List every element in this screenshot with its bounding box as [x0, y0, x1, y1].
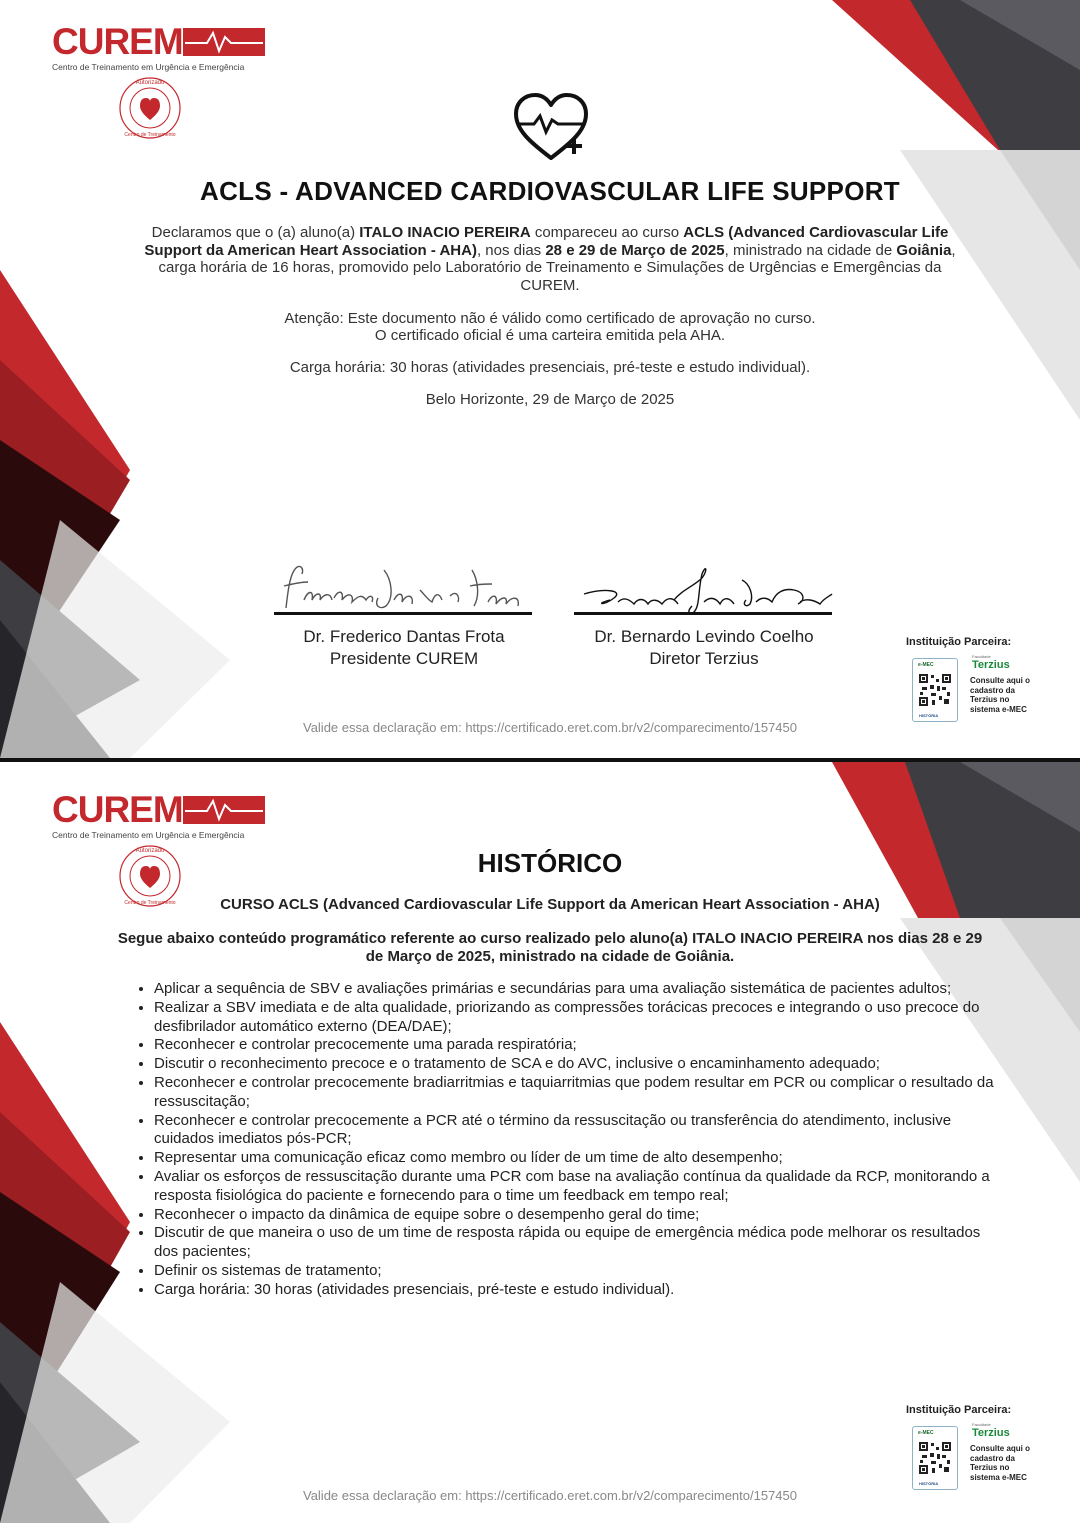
history-subtitle: CURSO ACLS (Advanced Cardiovascular Life Support da American Heart Association - AHA) [220, 896, 880, 913]
declaration-title: ACLS - ADVANCED CARDIOVASCULAR LIFE SUPPORT [200, 176, 900, 206]
history-page [0, 762, 1080, 1523]
list-item: • Reconhecer o impacto da dinâmica de equipe sobre o desempenho geral do time; [154, 1206, 1004, 1225]
list-item: • Discutir o reconhecimento precoce e o tratamento de SCA e do AVC, inclusive o encaminhamento adequado; [154, 1055, 1004, 1074]
signature-line [574, 612, 832, 615]
attention-line-1: Atenção: Este documento não é válido como certificado de aprovação no curso. [284, 310, 816, 327]
aha-authorized-seal-icon [104, 74, 196, 142]
course-dates: 28 e 29 de Março de 2025 [545, 241, 725, 259]
logo-wordmark: CUREM [52, 789, 183, 830]
emec-qr-card[interactable] [912, 658, 958, 722]
validation-link[interactable]: Valide essa declaração em: https://certificado.eret.com.br/v2/comparecimento/157450 [302, 720, 797, 735]
heart-ecg-icon [512, 92, 590, 164]
signature-line [274, 612, 532, 615]
svg-text:Autorizado: Autorizado [135, 80, 165, 86]
terzius-logo: Faculdade Terzius [972, 1422, 1010, 1439]
list-item: • Reconhecer e controlar precocemente a PCR até o término da ressuscitação ou transferência do atendimento, inclusive cuidados imediatos pós-PCR; [154, 1112, 1004, 1150]
emec-label: e-MEC [918, 662, 934, 668]
svg-text:Centro de Treinamento: Centro de Treinamento [124, 900, 176, 906]
curem-logo [52, 789, 268, 840]
svg-text:Autorizado: Autorizado [135, 848, 165, 854]
list-item: • Realizar a SBV imediata e de alta qualidade, priorizando as compressões torácicas precoces e integrando o uso precoce do desfibrilador automático externo (DEA/DAE); [154, 999, 1004, 1037]
logo-wordmark: CUREM [52, 21, 183, 62]
history-title: HISTÓRICO [477, 848, 623, 878]
course-city: Goiânia [896, 241, 952, 259]
partner-title: Instituição Parceira: [906, 1404, 1012, 1416]
logo-tagline: Centro de Treinamento em Urgência e Emergência [52, 62, 245, 72]
signer-role: Diretor Terzius [649, 649, 759, 668]
handwritten-signature-1 [274, 560, 534, 614]
handwritten-signature-2 [574, 560, 834, 614]
history-intro: Segue abaixo conteúdo programático referente ao curso realizado pelo aluno(a) ITALO INACIO PEREIRA nos dias 28 e 29 de Março de 2025, ministrado na cidade de Goiânia. [117, 930, 983, 965]
emec-label: e-MEC [918, 1430, 934, 1436]
ecg-logo-icon [183, 794, 265, 826]
place-date: Belo Horizonte, 29 de Março de 2025 [425, 391, 675, 408]
signer-name: Dr. Bernardo Levindo Coelho [594, 627, 814, 646]
signer-role: Presidente CUREM [329, 649, 479, 668]
list-item: • Definir os sistemas de tratamento; [154, 1262, 1004, 1281]
declaration-page [0, 0, 1080, 758]
qr-code-icon [918, 673, 952, 707]
signer-name: Dr. Frederico Dantas Frota [303, 627, 505, 646]
list-item: • Avaliar os esforços de ressuscitação durante uma PCR com base na avaliação contínua da qualidade da RCP, monitorando a resposta fisiológica do paciente e fornecendo para o time um feedback em tempo real; [154, 1168, 1004, 1206]
terzius-logo: Faculdade Terzius [972, 654, 1010, 671]
attention-line-2: O certificado oficial é uma carteira emitida pela AHA. [374, 327, 726, 344]
partner-description: Consulte aqui o cadastro da Terzius no sistema e-MEC [970, 1444, 1030, 1482]
curem-logo [52, 21, 268, 72]
emec-qr-card[interactable] [912, 1426, 958, 1490]
declaration-body: Declaramos que o (a) aluno(a) ITALO INACIO PEREIRA compareceu ao curso ACLS (Advanced Cardiovascular Life Support da American Heart Association - AHA), nos dias 28 e 29 de Março de 2025, ministrado na cidade de Goiânia, carga horária de 16 horas, promovido pelo Laboratório de Treinamento e Simulações de Urgências e Emergências da CUREM. [144, 224, 956, 294]
list-item: • Representar uma comunicação eficaz como membro ou líder de um time de alto desempenho; [154, 1149, 1004, 1168]
emec-footer: HISTÓRIA [919, 1481, 939, 1486]
workload-line: Carga horária: 30 horas (atividades presenciais, pré-teste e estudo individual). [289, 359, 811, 376]
validation-link[interactable]: Valide essa declaração em: https://certificado.eret.com.br/v2/comparecimento/157450 [302, 1488, 797, 1503]
list-item: • Reconhecer e controlar precocemente bradiarritmias e taquiarritmias que podem resultar em PCR ou complicar o resultado da ressuscitação; [154, 1074, 1004, 1112]
student-name: ITALO INACIO PEREIRA [359, 224, 531, 241]
list-item: • Carga horária: 30 horas (atividades presenciais, pré-teste e estudo individual). [154, 1281, 1004, 1300]
syllabus-list [134, 980, 1004, 1300]
list-item: • Reconhecer e controlar precocemente uma parada respiratória; [154, 1036, 1004, 1055]
svg-text:Centro de Treinamento: Centro de Treinamento [124, 132, 176, 138]
qr-code-icon [918, 1441, 952, 1475]
partner-description: Consulte aqui o cadastro da Terzius no sistema e-MEC [970, 676, 1030, 714]
course-name: ACLS (Advanced Cardiovascular Life Support da American Heart Association - AHA) [144, 224, 949, 259]
partner-title: Instituição Parceira: [906, 636, 1012, 648]
list-item: • Discutir de que maneira o uso de um time de resposta rápida ou equipe de emergência médica pode melhorar os resultados dos pacientes; [154, 1224, 1004, 1262]
list-item: • Aplicar a sequência de SBV e avaliações primárias e secundárias para uma avaliação sistemática de pacientes adultos; [154, 980, 1004, 999]
logo-tagline: Centro de Treinamento em Urgência e Emergência [52, 830, 245, 840]
emec-footer: HISTÓRIA [919, 713, 939, 718]
ecg-logo-icon [183, 26, 265, 58]
